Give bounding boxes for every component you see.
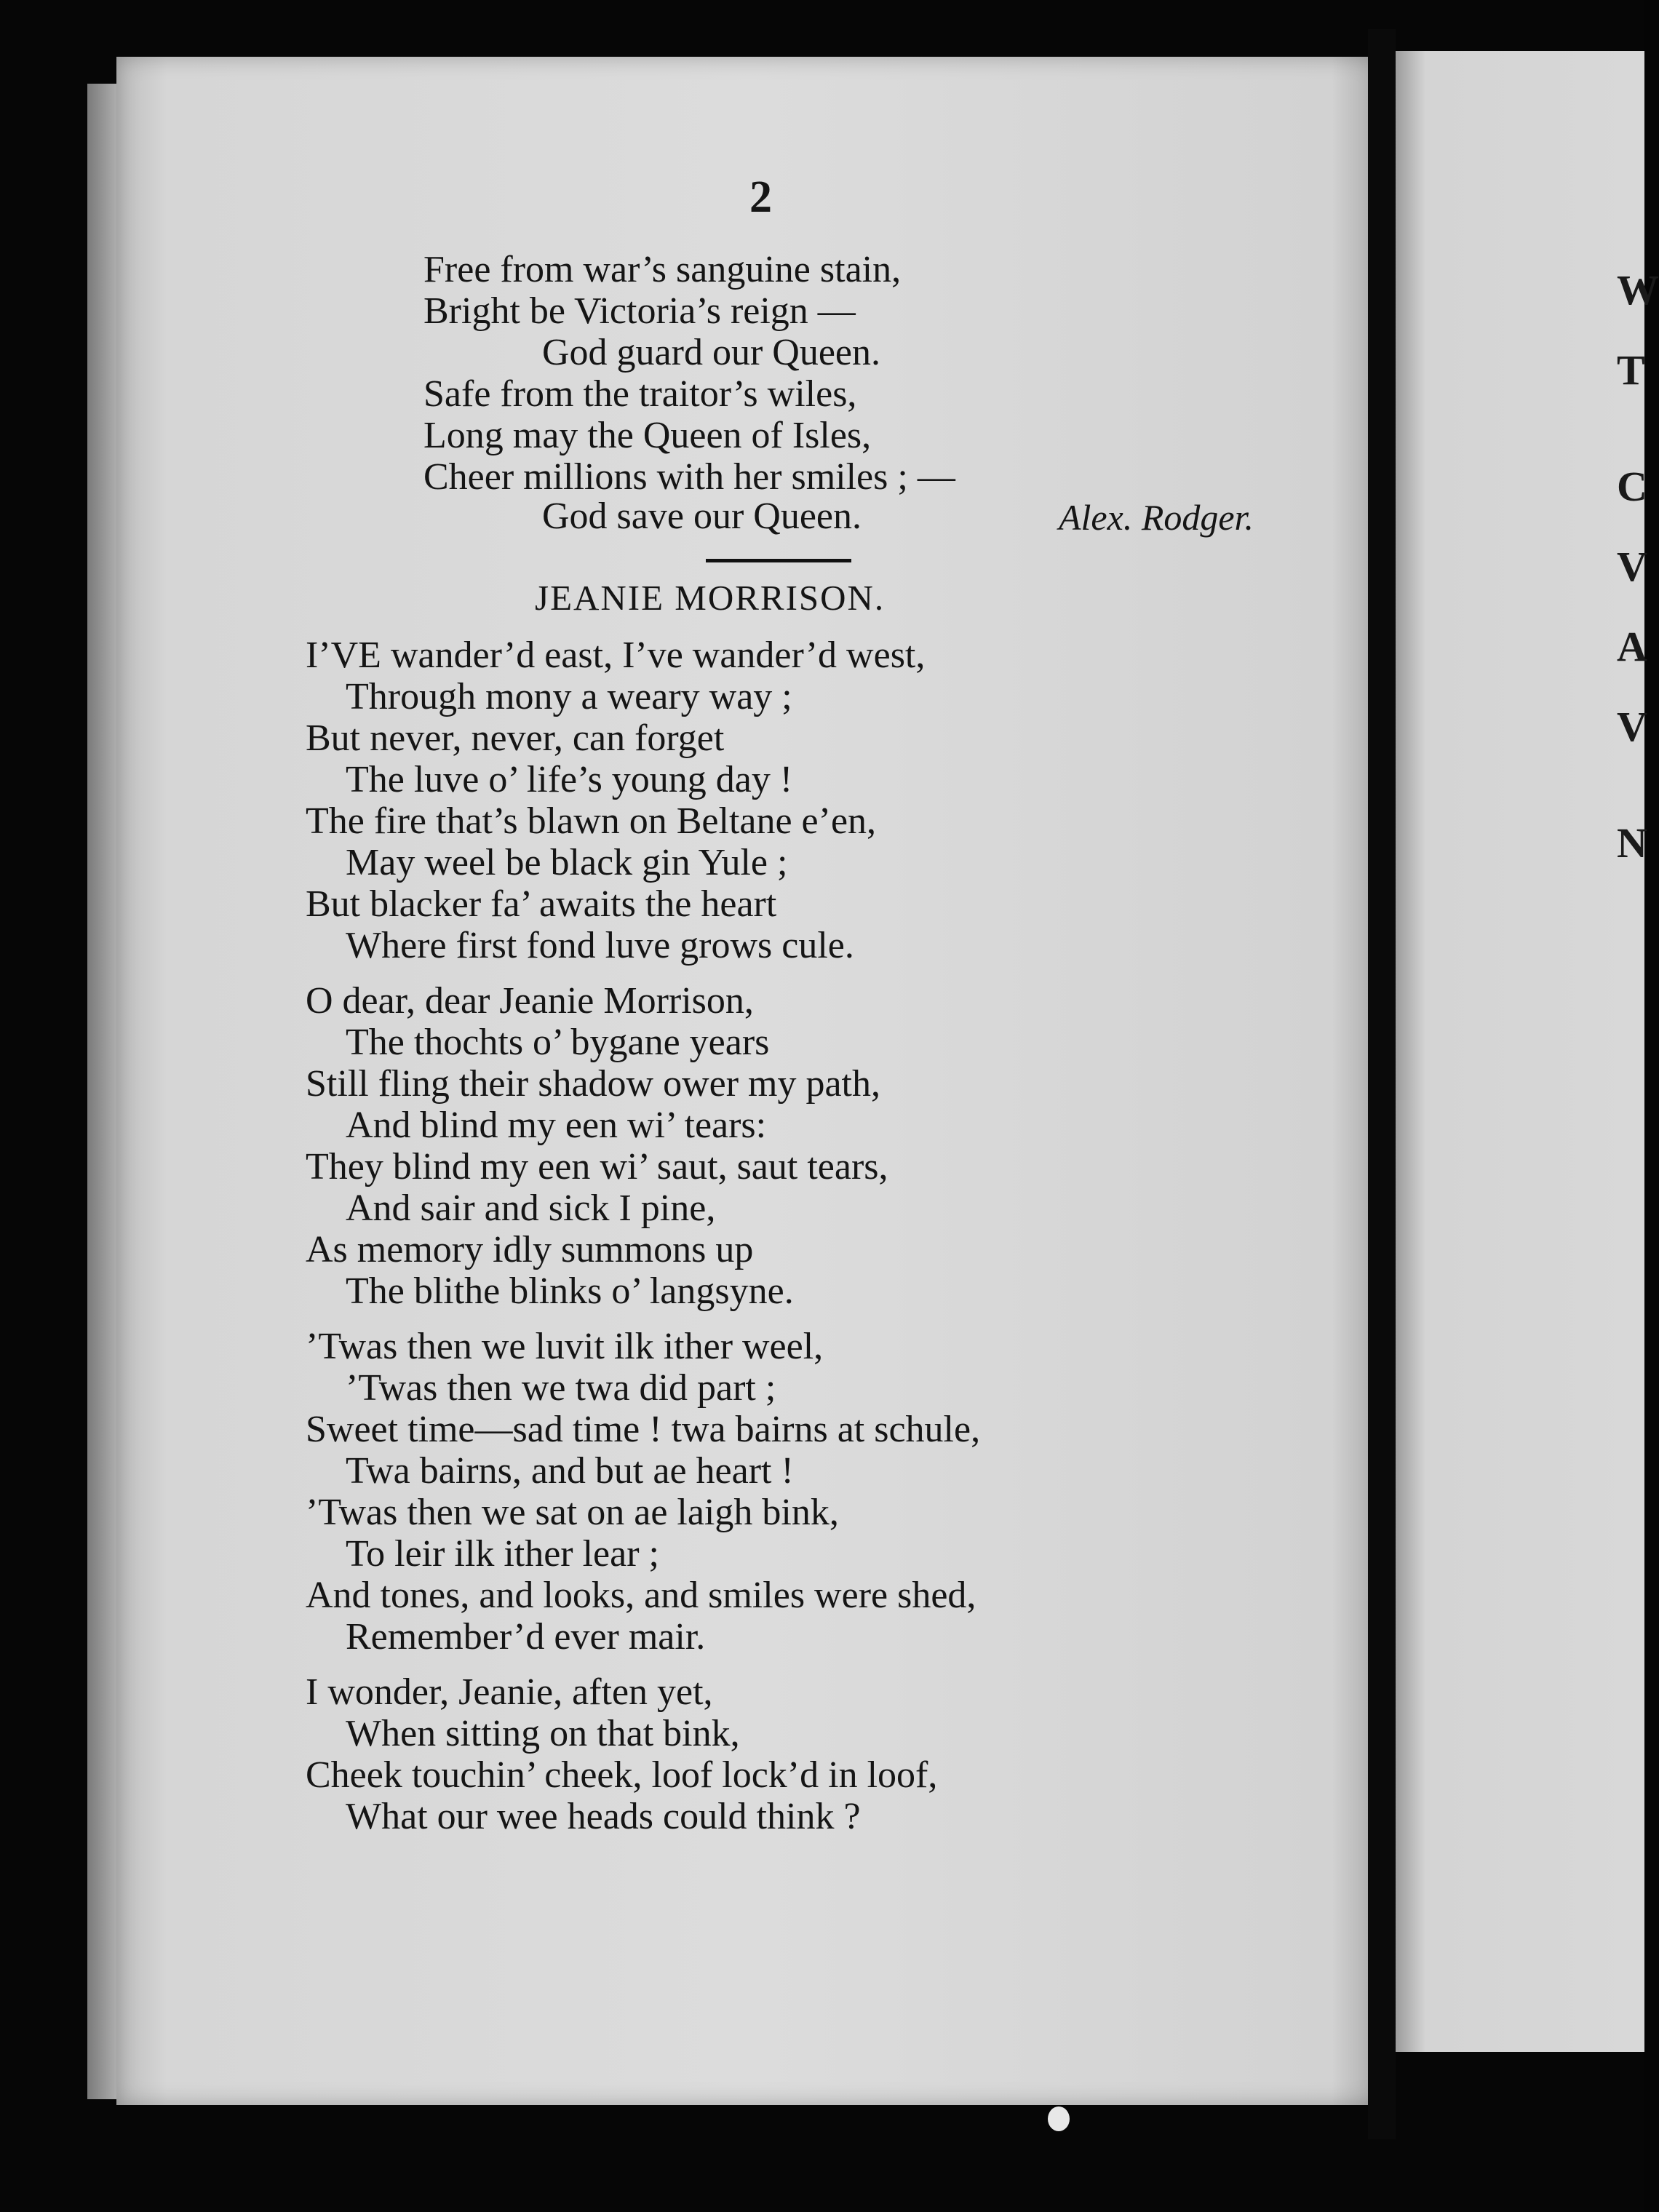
poem-line: Where first fond luve grows cule.: [346, 925, 854, 966]
poem-line: O dear, dear Jeanie Morrison,: [306, 980, 754, 1022]
poem-line: Remember’d ever mair.: [346, 1616, 706, 1658]
right-page-fragment: T: [1617, 346, 1645, 394]
right-page-fragment: C: [1617, 463, 1647, 510]
prior-poem-line: God save our Queen.: [542, 496, 862, 537]
poem-line: I wonder, Jeanie, aften yet,: [306, 1671, 713, 1713]
poem-line: To leir ilk ither lear ;: [346, 1533, 659, 1575]
poem-line: Sweet time—sad time ! twa bairns at schule,: [306, 1409, 981, 1450]
poem-line: When sitting on that bink,: [346, 1713, 740, 1754]
paper-speck: [1048, 2106, 1070, 2131]
poem-line: And sair and sick I pine,: [346, 1187, 716, 1229]
poem-line: May weel be black gin Yule ;: [346, 842, 788, 883]
poem-line: But never, never, can forget: [306, 717, 725, 759]
prior-poem-line: Cheer millions with her smiles ; —: [423, 456, 955, 498]
right-page-fragment: V: [1617, 543, 1647, 590]
prior-poem-line: Long may the Queen of Isles,: [423, 415, 872, 456]
attribution: Alex. Rodger.: [1059, 497, 1254, 538]
poem-line: Cheek touchin’ cheek, loof lock’d in loof,: [306, 1754, 938, 1796]
poem-line: Through mony a weary way ;: [346, 676, 792, 717]
poem-line: The luve o’ life’s young day !: [346, 759, 793, 800]
poem-line: The blithe blinks o’ langsyne.: [346, 1270, 794, 1312]
prior-poem-line: Free from war’s sanguine stain,: [423, 249, 902, 290]
right-page-fragment: N: [1617, 819, 1647, 867]
prior-poem-line: Bright be Victoria’s reign —: [423, 290, 856, 332]
right-page-fragment: W: [1617, 266, 1659, 314]
poem-line: But blacker fa’ awaits the heart: [306, 883, 777, 925]
prior-poem-line: Safe from the traitor’s wiles,: [423, 373, 857, 415]
poem-line: And tones, and looks, and smiles were shed,: [306, 1575, 976, 1616]
poem-title: JEANIE MORRISON.: [535, 578, 886, 618]
poem-line: ’Twas then we sat on ae laigh bink,: [306, 1492, 839, 1533]
right-page-fragment: V: [1617, 703, 1647, 750]
poem-line: What our wee heads could think ?: [346, 1796, 861, 1837]
poem-line: They blind my een wi’ saut, saut tears,: [306, 1146, 888, 1187]
section-divider: [706, 559, 851, 562]
poem-line: As memory idly summons up: [306, 1229, 754, 1270]
poem-line: The fire that’s blawn on Beltane e’en,: [306, 800, 877, 842]
page-number: 2: [749, 172, 772, 222]
poem-line: The thochts o’ bygane years: [346, 1022, 770, 1063]
prior-poem-line: God guard our Queen.: [542, 332, 880, 373]
poem-line: Twa bairns, and but ae heart !: [346, 1450, 794, 1492]
poem-line: ’Twas then we twa did part ;: [346, 1367, 776, 1409]
poem-line: I’VE wander’d east, I’ve wander’d west,: [306, 634, 926, 676]
right-page-fragment: A: [1617, 623, 1647, 670]
poem-line: And blind my een wi’ tears:: [346, 1105, 767, 1146]
poem-line: ’Twas then we luvit ilk ither weel,: [306, 1326, 824, 1367]
poem-line: Still fling their shadow ower my path,: [306, 1063, 881, 1105]
